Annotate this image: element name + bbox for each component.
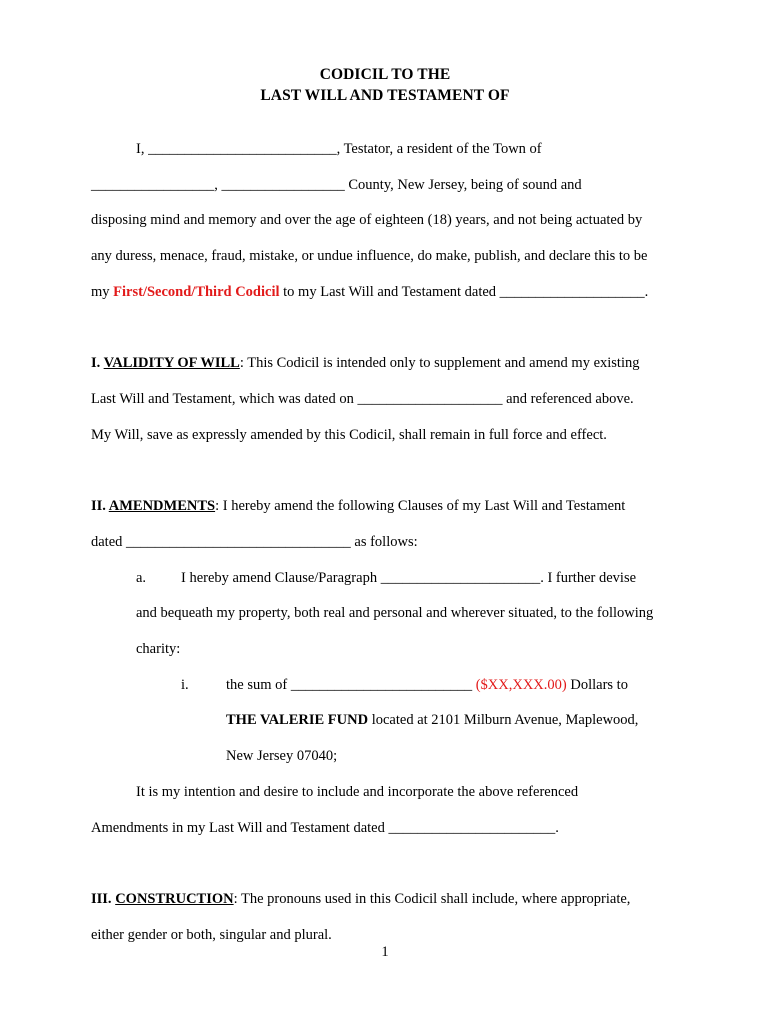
section-3-number: III. [91, 891, 116, 907]
section-1-line-2: Last Will and Testament, which was dated on ____________________ and referenced above. [91, 391, 634, 407]
intent-line-2: Amendments in my Last Will and Testament dated _______________________. [91, 820, 559, 836]
intro-line-2: _________________, _________________ County, New Jersey, being of sound and [91, 177, 582, 193]
codicil-ordinal-placeholder: First/Second/Third Codicil [113, 284, 280, 300]
item-i-line-2 [226, 711, 638, 729]
intro-line-5 [91, 283, 648, 301]
section-2-number: II. [91, 498, 109, 514]
section-3-line-2: either gender or both, singular and plural. [91, 927, 332, 943]
section-3-heading: CONSTRUCTION [115, 891, 234, 907]
section-2-line-1 [91, 497, 625, 515]
section-1-line-1 [91, 354, 639, 372]
document-title-line-1: CODICIL TO THE [319, 66, 451, 83]
charity-name: THE VALERIE FUND [226, 712, 369, 728]
intro-line-1: I, __________________________, Testator, a resident of the Town of [136, 141, 542, 157]
document-title-line-2: LAST WILL AND TESTAMENT OF [260, 87, 510, 104]
intro-line-4: any duress, menace, fraud, mistake, or undue influence, do make, publish, and declare this to be [91, 248, 648, 264]
intro-line-5-suffix: to my Last Will and Testament dated ____________________. [279, 284, 649, 300]
intro-line-3: disposing mind and memory and over the age of eighteen (18) years, and not being actuated by [91, 212, 643, 228]
section-3-line-1 [91, 890, 630, 908]
page-number: 1 [381, 944, 389, 960]
charity-address: located at 2101 Milburn Avenue, Maplewood, [368, 712, 639, 728]
section-3-line-1-text: : The pronouns used in this Codicil shall include, where appropriate, [233, 891, 631, 907]
section-1-heading: VALIDITY OF WILL [103, 355, 240, 371]
section-1-line-1-text: : This Codicil is intended only to supplement and amend my existing [239, 355, 640, 371]
section-1-line-3: My Will, save as expressly amended by this Codicil, shall remain in full force and effect. [91, 427, 607, 443]
item-i-line-1-prefix: the sum of _________________________ [226, 677, 476, 693]
section-2-heading: AMENDMENTS [108, 498, 216, 514]
section-1-number: I. [91, 355, 104, 371]
amount-placeholder: ($XX,XXX.00) [475, 677, 567, 693]
item-a-line-1: I hereby amend Clause/Paragraph ______________________. I further devise [181, 570, 637, 586]
intro-line-5-prefix: my [91, 284, 114, 300]
section-2-line-2: dated _______________________________ as follows: [91, 534, 418, 550]
item-a-line-2: and bequeath my property, both real and personal and wherever situated, to the following [136, 605, 654, 621]
intent-line-1: It is my intention and desire to include and incorporate the above referenced [136, 784, 579, 800]
section-2-line-1-text: : I hereby amend the following Clauses of my Last Will and Testament [215, 498, 626, 514]
item-i-line-3: New Jersey 07040; [226, 748, 338, 764]
item-a-line-3: charity: [136, 641, 181, 657]
item-i-label: i. [181, 677, 189, 693]
item-i-line-1-suffix: Dollars to [566, 677, 628, 693]
item-i-line-1 [226, 676, 628, 694]
item-a-label: a. [136, 570, 147, 586]
